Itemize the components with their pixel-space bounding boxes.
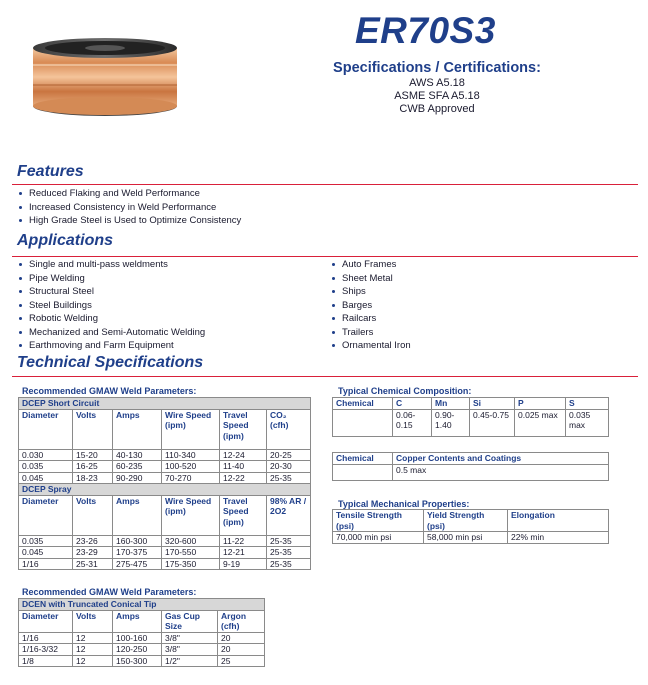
column-header: Amps — [113, 610, 162, 632]
table-cell: 110-340 — [162, 449, 220, 461]
divider — [12, 256, 638, 257]
table-cell: 90-290 — [113, 472, 162, 484]
column-header: Volts — [73, 495, 113, 535]
table-row — [19, 558, 311, 570]
column-header: S — [566, 398, 609, 410]
table-cell: 25-31 — [73, 558, 113, 570]
dcen-section: DCEN with Truncated Conical Tip — [19, 599, 265, 611]
list-item: Structural Steel — [17, 285, 205, 299]
dcen-table — [18, 598, 265, 667]
column-header: Copper Contents and Coatings — [393, 453, 609, 465]
divider — [12, 184, 638, 185]
row-header: Chemical — [333, 453, 393, 465]
column-header: Travel Speed (ipm) — [220, 495, 267, 535]
list-item: Robotic Welding — [17, 312, 205, 326]
list-item: Steel Buildings — [17, 299, 205, 313]
table-cell: 160-300 — [113, 535, 162, 547]
list-item: Railcars — [330, 312, 411, 326]
table-cell: 0.035 max — [566, 409, 609, 436]
table-cell: 18-23 — [73, 472, 113, 484]
table-cell: 11-40 — [220, 461, 267, 473]
row-header: Chemical — [333, 398, 393, 410]
table-cell: 320-600 — [162, 535, 220, 547]
table-cell: 20-25 — [267, 449, 311, 461]
table-cell: 9-19 — [220, 558, 267, 570]
table-cell: 70,000 min psi — [333, 532, 424, 544]
table-cell: 23-29 — [73, 547, 113, 559]
column-header: Gas Cup Size — [162, 610, 218, 632]
table-cell: 100-520 — [162, 461, 220, 473]
table-cell: 170-550 — [162, 547, 220, 559]
table-cell: 15-20 — [73, 449, 113, 461]
table-cell: 0.045 — [19, 547, 73, 559]
gmaw-section-spray: DCEP Spray — [19, 484, 311, 496]
table-cell: 120-250 — [113, 644, 162, 656]
table-cell: 25-35 — [267, 547, 311, 559]
certifications-block — [330, 60, 544, 116]
table-cell: 12 — [73, 655, 113, 667]
table-cell: 0.030 — [19, 449, 73, 461]
column-header: Diameter — [19, 495, 73, 535]
gmaw-table — [18, 397, 311, 570]
table-cell: 12 — [73, 644, 113, 656]
table-cell: 20-30 — [267, 461, 311, 473]
table-cell: 11-22 — [220, 535, 267, 547]
gmaw-caption: Recommended GMAW Weld Parameters: — [22, 386, 197, 396]
table-cell: 0.025 max — [515, 409, 566, 436]
column-header: Wire Speed (ipm) — [162, 409, 220, 449]
table-row — [333, 409, 609, 436]
applications-heading: Applications — [17, 232, 114, 249]
table-cell: 3/8" — [162, 632, 218, 644]
table-cell: 58,000 min psi — [424, 532, 508, 544]
table-row — [19, 655, 265, 667]
column-header: Tensile Strength (psi) — [333, 510, 424, 532]
column-header: Diameter — [19, 409, 73, 449]
applications-list-left — [17, 258, 205, 353]
column-header: Volts — [73, 409, 113, 449]
copper-table — [332, 452, 609, 481]
table-row — [19, 644, 265, 656]
table-row — [19, 547, 311, 559]
table-cell: 1/8 — [19, 655, 73, 667]
table-cell: 16-25 — [73, 461, 113, 473]
column-header: Diameter — [19, 610, 73, 632]
list-item: Increased Consistency in Weld Performance — [17, 201, 241, 215]
table-cell: 150-300 — [113, 655, 162, 667]
table-cell — [333, 464, 393, 480]
table-cell: 1/16 — [19, 558, 73, 570]
table-cell: 0.45-0.75 — [470, 409, 515, 436]
table-cell: 12-21 — [220, 547, 267, 559]
table-cell: 60-235 — [113, 461, 162, 473]
table-cell: 0.045 — [19, 472, 73, 484]
mechanical-caption: Typical Mechanical Properties: — [338, 499, 470, 509]
table-cell: 22% min — [508, 532, 609, 544]
table-cell: 12 — [73, 632, 113, 644]
table-cell: 1/2" — [162, 655, 218, 667]
chemical-caption: Typical Chemical Composition: — [338, 386, 472, 396]
column-header: Travel Speed (ipm) — [220, 409, 267, 449]
cert-line: ASME SFA A5.18 — [394, 90, 480, 102]
column-header: Si — [470, 398, 515, 410]
gmaw-section-short-circuit: DCEP Short Circuit — [19, 398, 311, 410]
list-item: Trailers — [330, 326, 411, 340]
list-item: Auto Frames — [330, 258, 411, 272]
column-header: 98% AR / 2O2 — [267, 495, 311, 535]
table-row — [19, 472, 311, 484]
table-cell: 1/16-3/32 — [19, 644, 73, 656]
column-header: Volts — [73, 610, 113, 632]
divider — [12, 376, 638, 377]
table-cell: 40-130 — [113, 449, 162, 461]
table-cell: 25 — [218, 655, 265, 667]
certifications-heading: Specifications / Certifications: — [333, 60, 541, 76]
column-header: C — [393, 398, 432, 410]
table-row — [333, 532, 609, 544]
table-row — [19, 535, 311, 547]
chemical-table — [332, 397, 609, 437]
list-item: Earthmoving and Farm Equipment — [17, 339, 205, 353]
table-cell: 20 — [218, 644, 265, 656]
table-cell: 275-475 — [113, 558, 162, 570]
table-cell: 12-24 — [220, 449, 267, 461]
table-row — [19, 461, 311, 473]
list-item: Pipe Welding — [17, 272, 205, 286]
table-cell: 12-22 — [220, 472, 267, 484]
applications-list-right — [330, 258, 411, 353]
table-cell: 0.035 — [19, 535, 73, 547]
list-item: Reduced Flaking and Weld Performance — [17, 187, 241, 201]
list-item: Mechanized and Semi-Automatic Welding — [17, 326, 205, 340]
dcen-caption: Recommended GMAW Weld Parameters: — [22, 587, 197, 597]
column-header: Argon (cfh) — [218, 610, 265, 632]
list-item: Sheet Metal — [330, 272, 411, 286]
column-header: Elongation — [508, 510, 609, 532]
wire-spool-image — [30, 36, 180, 118]
table-cell: 0.5 max — [393, 464, 609, 480]
table-row — [19, 632, 265, 644]
list-item: Barges — [330, 299, 411, 313]
column-header: Yield Strength (psi) — [424, 510, 508, 532]
cert-line: CWB Approved — [399, 103, 475, 115]
mechanical-table — [332, 509, 609, 544]
table-cell: 23-26 — [73, 535, 113, 547]
list-item: Ornamental Iron — [330, 339, 411, 353]
table-row — [333, 464, 609, 480]
column-header: P — [515, 398, 566, 410]
technical-specs-heading: Technical Specifications — [17, 354, 204, 371]
column-header: Amps — [113, 495, 162, 535]
list-item: Single and multi-pass weldments — [17, 258, 205, 272]
column-header: Amps — [113, 409, 162, 449]
table-cell: 0.035 — [19, 461, 73, 473]
column-header: Mn — [432, 398, 470, 410]
table-row — [19, 449, 311, 461]
table-cell: 175-350 — [162, 558, 220, 570]
column-header: Wire Speed (ipm) — [162, 495, 220, 535]
table-cell: 25-35 — [267, 558, 311, 570]
features-list — [17, 187, 241, 228]
cert-line: AWS A5.18 — [409, 77, 465, 89]
table-cell — [333, 409, 393, 436]
table-cell: 70-270 — [162, 472, 220, 484]
table-cell: 20 — [218, 632, 265, 644]
table-cell: 25-35 — [267, 535, 311, 547]
table-cell: 1/16 — [19, 632, 73, 644]
list-item: High Grade Steel is Used to Optimize Consistency — [17, 214, 241, 228]
table-cell: 0.06-0.15 — [393, 409, 432, 436]
table-cell: 3/8" — [162, 644, 218, 656]
table-cell: 100-160 — [113, 632, 162, 644]
column-header: CO₂ (cfh) — [267, 409, 311, 449]
table-cell: 0.90-1.40 — [432, 409, 470, 436]
product-code: ER70S3 — [355, 10, 496, 51]
table-cell: 25-35 — [267, 472, 311, 484]
table-cell: 170-375 — [113, 547, 162, 559]
features-heading: Features — [17, 163, 84, 180]
list-item: Ships — [330, 285, 411, 299]
